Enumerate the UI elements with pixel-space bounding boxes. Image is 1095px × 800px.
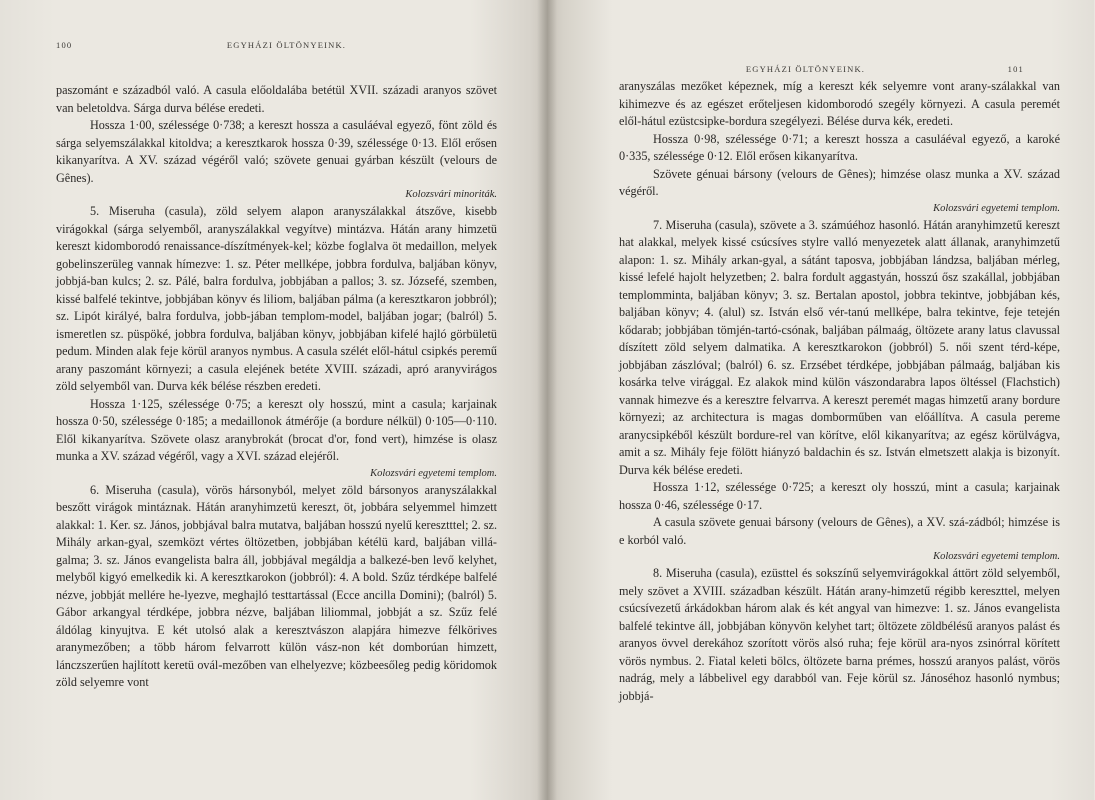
book-gutter-shadow — [537, 0, 557, 800]
paragraph: 6. Miseruha (casula), vörös hársonyból, melyet zöld bársonyos aranyszálakkal beszőtt virágok mintáznak. Hátán aranyhimzetü kereszt, öt, jobbára selyemmel himzett alakkal: 1. Ker. sz. János, jobbjával balra mutatva, baljában hosszú nyelű keresztttel; 2. sz. Mihály arkan-gyal, szemközt vértes öltözetben, jobbjában kétélü kard, baljában villá-galma; 3. sz. János evangelista balra áll, jobbjával megáldja a balkezé-ben levő kelyhet, melyből kigyó emelkedik ki. A keresztkarokon (jobbról): 4. A bold. Szűz térdképe balfelé nézve, jobbját mellére he-lyezve, meghajló testtartással (Ecce ancilla Domini); (balról) 5. Gábor arkangyal térdképe, jobbra nézve, baljában liliommal, jobbját a sz. Szűz felé áldólag kinyujtva. E két utolsó alak a keresztvászon alapjára himezve félkörives aranymezőben; a több három felvarrott külön vász-non két domborúan himzett, lánczszerűen hajlított keretü ovál-mezőben van elhelyezve; közbeesőleg pedig köridomok zöld selyemre vont — [56, 482, 497, 689]
paragraph: A casula szövete genuai bársony (velours de Gênes), a XV. szá-zádból; himzése is e korból való. — [619, 515, 1060, 547]
page-body — [56, 82, 497, 692]
paragraph: aranyszálas mezőket képeznek, míg a kereszt kék selyemre vont arany-szálakkal van kihimezve és az egészet erőteljesen kidomborodó szegély környezi. A casula peremét elől-hátul ezüstcsipke-bordura szegélyezi. Bélése durva kék, eredeti. — [619, 79, 1060, 128]
paragraph: paszománt e századból való. A casula előoldalába betétül XVII. századi aranyos szövet van beletoldva. Sárga durva bélése eredeti. — [56, 83, 497, 115]
left-page — [0, 0, 547, 800]
running-title: EGYHÁZI ÖLTÖNYEINK. — [226, 40, 347, 50]
paragraph: Hossza 1·00, szélessége 0·738; a kereszt hossza a casuláéval egyező, fönt zöld és sárga selyemszálakkal kitoldva; a keresztkarok hossza 0·39, szélessége 0·13. Elől erősen kikanyarítva. A XV. század végéről való; szövete genuai gyárban készült (velours de Gênes). — [56, 118, 497, 185]
paragraph: Hossza 0·98, szélessége 0·71; a kereszt hossza a casuláéval egyező, a karoké 0·335, szélessége 0·12. Elől erősen kikanyarítva. — [619, 131, 1060, 163]
provenance-note: Kolozsvári egyetemi templom. — [933, 551, 1060, 562]
paragraph: 7. Miseruha (casula), szövete a 3. számúéhoz hasonló. Hátán aranyhimzetű kereszt hat alakkal, melyek kissé csúcsíves stylre valló menyezetek alatt állanak, aranyhimzetű alapon: 1. sz. Mihály arkan-gyal, a sátánt taposva, jobbjában lándzsa, baljában mérleg, kissé lefelé hajolt helyzetben; 2. balra fordult aggastyán, hosszú ősz szakállal, jobbjában templomminta, baljában könyv; 3. sz. Bertalan apostol, jobbra tekintve, jobbjában kés, baljában könyv; 4. (alul) sz. István első vér-tanú mellképe, balra tekintve, feje tetején kődarab; jobbjában tömjén-tartó-csónak, baljában pálmaág, öltözete arany latus clavussal díszített zöld selyem dalmatika. A keresztkarokon (jobbról) 5. női szent térd-képe, jobbjában zászlóval; (balról) 6. sz. Erzsébet térdképe, jobbjában pálmaág, baljában kis kosárka telve virággal. Ez alakok mind külön vászondarabra lapos öltéssel (Flachstich) vannak himezve és a keresztre felvarrva. A kereszt peremét magas himzetű arany bordure környezi; az architectura is magas domborműben van előállítva. A casula pereme aranycsipkéből készült bordure-rel van körítve, elől kikanyarítva; az egész körülvágva, amit a sz. Mihály feje fölött hiányzó baldachin és sz. István elmetszett alakja is bizonyít. Durva kék bélése eredeti. — [619, 217, 1060, 477]
provenance-note: Kolozsvári egyetemi templom. — [370, 467, 497, 479]
page-number: 100 — [56, 40, 73, 50]
running-title: EGYHÁZI ÖLTÖNYEINK. — [745, 64, 866, 74]
paragraph: 8. Miseruha (casula), ezüsttel és sokszínű selyemvirágokkal áttört zöld selyemből, mely szövet a XVIII. században készült. Hátán arany-himzetű régibb kereszttel, melyen csúcsívezetű árkádokban három alak és két angyal van himezve: 1. sz. János evangelista balfelé tekintve áll, jobbjában könyvön kelyhet tart; öltözete zöldbélésű aranyos palást és aranyos övvel derekához szorított vörös alsó ruha; feje körül ara-nyos zsinórral körített vörös nymbus. 2. Fiatal keleti bölcs, öltözete barna prémes, hosszú aranyos palást, vörös nadrág, mely a lábbelivel egy darabból van. Feje körül sz. Jánoséhoz hasonló nymbus; jobbjá- — [619, 566, 1060, 703]
page-body — [619, 78, 1060, 705]
paragraph: Szövete génuai bársony (velours de Gênes); himzése olasz munka a XV. század végéről. — [619, 166, 1060, 198]
paragraph: 5. Miseruha (casula), zöld selyem alapon aranyszálakkal átszőve, kisebb virágokkal (sárga selyemből, aranyszálakkal vegyítve) mintázva. Hátán arany himzetü kereszt kidomborodó renaissance-díszítmények-kel; közbe foglalva öt medaillon, melyek gobelinszerüleg vannak hímezve: 1. sz. Péter mellképe, jobbra fordulva, baljában könyv, jobbjá-ban kulcs; 2. sz. Pálé, balra fordulva, jobbjában a pallos; 3. sz. Józsefé, szemben, kissé balfelé tekintve, jobbjában könyv és liliom, baljában pálma (a keresztkaron jobbról); sz. Lipót királyé, balra fordulva, jobb-jában templom-model, baljában jogar; (balról) 5. ismeretlen sz. püspöké, jobbra fordulva, baljában könyv, jobbjában kifelé hajló görbületü pedum. Minden alak feje körül aranyos nymbus. A casula szélét elől-hátul csipkés peremű arany paszománt környezi; a casula elejének betéte XVIII. századi, apró aranyvirágos zöld selyemből van. Durva kék bélése részben eredeti. — [56, 204, 497, 393]
provenance-note: Kolozsvári minoriták. — [405, 189, 497, 200]
page-number: 101 — [1007, 64, 1024, 74]
provenance-note: Kolozsvári egyetemi templom. — [933, 202, 1060, 214]
right-page — [547, 0, 1094, 800]
paragraph: Hossza 1·12, szélessége 0·725; a kereszt oly hosszú, mint a casula; karjainak hossza 0·46, szélessége 0·17. — [619, 480, 1060, 512]
paragraph: Hossza 1·125, szélessége 0·75; a kereszt oly hosszú, mint a casula; karjainak hossza 0·50, szélessége 0·185; a medaillonok átmérője (a bordure nélkül) 0·105—0·110. Elől kikanyarítva. Szövete olasz aranybrokát (brocat d'or, fond vert), himzése is olasz munka a XV. század végéről, vagy a XVI. század elejéről. — [56, 396, 497, 463]
